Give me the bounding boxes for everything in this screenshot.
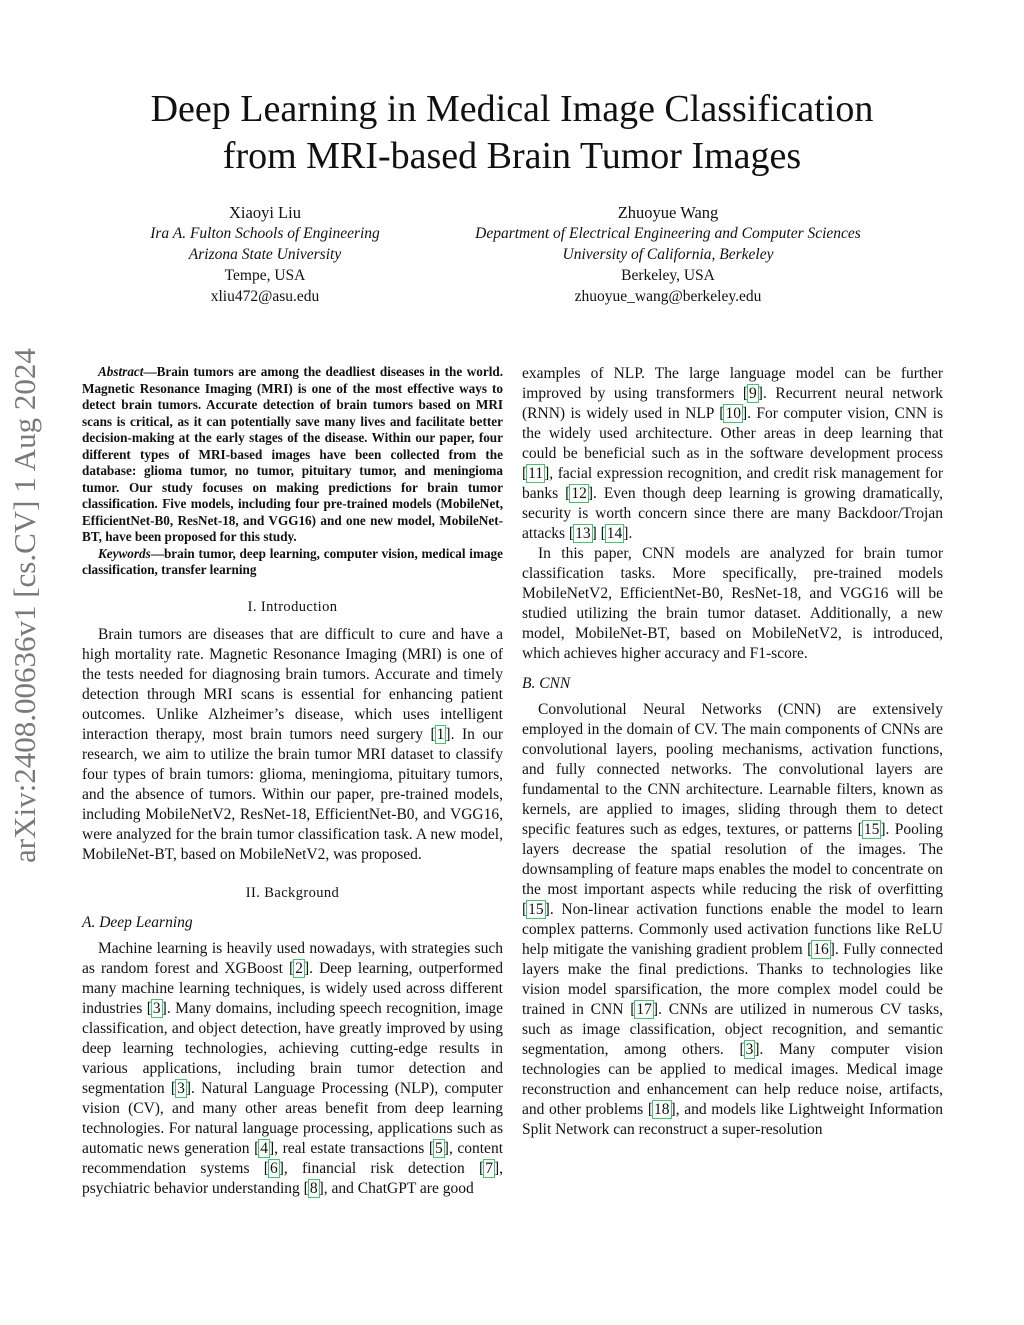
text: . Many computer vision technologies can be applied to medical images. Medical image reconstruction and enhancement can help reduce noise, artifacts, and other problems <box>522 1041 943 1118</box>
citation-link[interactable]: 3 <box>152 999 161 1017</box>
citation-link[interactable]: 13 <box>575 525 591 542</box>
citation-link[interactable]: 10 <box>725 405 741 422</box>
paper-focus-paragraph: In this paper, CNN models are analyzed for brain tumor classification tasks. More specifically, pre-trained models MobileNetV2, EfficientNet-B0, ResNet-18, and VGG16 will be studied utilizing the brain tumor dataset. Additionally, a new model, MobileNet-BT, based on MobileNetV2, is introduced, which achieves higher accuracy and F1-score. <box>522 545 943 662</box>
keywords-label: Keywords <box>98 545 151 561</box>
citation-link[interactable]: 3 <box>177 1079 185 1097</box>
citation-link[interactable]: 5 <box>435 1139 443 1157</box>
cnn-paragraph: Convolutional Neural Networks (CNN) are extensively employed in the domain of CV. The main components of CNNs are convolutional layers, pooling mechanisms, activation functions, and fully connected networks. The convolutional layers are fundamental to the CNN architecture. Learnable filters, known as kernels, are applied to images, sliding through them to detect specific features such as edges, textures, or patterns [15]. Pooling layers decrease the spatial resolution of the images. The downsampling of feature maps enables the model to concentrate on the most important aspects while reducing the risk of overfitting [15]. Non-linear activation functions enable the model to learn complex patterns. Commonly used activation functions like ReLU help mitigate the vanishing gradient problem [16]. Fully connected layers make the final predictions. Thanks to technologies like vision model sparsification, the more complex model could be trained in CNN [17]. CNNs are utilized in numerous CV tasks, such as image classification, object recognition, and semantic segmentation, among others. [3]. Many computer vision technologies can be applied to medical images. Medical image reconstruction and enhancement can help reduce noise, artifacts, and other problems [18], and models like Lightweight Information Split Network can reconstruct a super-resolution <box>522 701 944 1138</box>
deep-learning-paragraph: Machine learning is heavily used nowadays, with strategies such as random forest and XGBoost [2]. Deep learning, outperformed many machine learning techniques, is widely used across different industries [3]. Many domains, including speech recognition, image classification, and object detection, have greatly improved by using deep learning technologies, achieving cutting-edge results in various applications, including brain tumor detection and segmentation [3]. Natural Language Processing (NLP), computer vision (CV), and many other areas benefit from deep learning technologies. For natural language processing, applications such as automatic news generation [4], real estate transactions [5], content recommendation systems [6], financial risk detection [7], psychiatric behavior understanding [8], and ChatGPT are good <box>82 939 504 1197</box>
author-block-2 <box>430 202 906 307</box>
citation-link[interactable]: 2 <box>295 959 303 977</box>
author-email: zhuoyue_wang@berkeley.edu <box>574 288 762 305</box>
text: . Fully connected layers make the final predictions. Thanks to technologies like vision model sparsification, the more complex model could be trained in CNN <box>522 941 943 1018</box>
author-location: Tempe, USA <box>224 267 306 284</box>
citation-link[interactable]: 17 <box>636 1001 652 1018</box>
abstract-label: Abstract <box>98 364 144 379</box>
text: . Non-linear activation functions enable the model to learn complex patterns. Commonly used activation functions like ReLU help mitigate the vanishing gradient problem <box>522 901 943 958</box>
author-name: Xiaoyi Liu <box>229 203 301 222</box>
citation-link[interactable]: 6 <box>269 1159 278 1177</box>
text: . <box>628 525 633 542</box>
text: examples of NLP. The large language model can be further improved by using transformers <box>522 365 943 402</box>
text: . Many domains, including speech recognition, image classification, and object detection, have greatly improved by using deep learning technologies, achieving cutting-edge results in various applications, including brain tumor detection and segmentation <box>82 999 503 1097</box>
author-university: University of California, Berkeley <box>562 246 774 263</box>
text: . CNNs are utilized in numerous CV tasks, such as image classification, object recognition, and semantic segmentation, among others. <box>522 1001 943 1058</box>
text: . Pooling layers decrease the spatial resolution of the images. The downsampling of feature maps enables the model to concentrate on the most important aspects while reducing the risk of overfitting <box>522 821 944 898</box>
text: , facial expression recognition, and credit risk management for banks <box>522 465 943 502</box>
text: , and ChatGPT are good <box>323 1179 474 1197</box>
text: , real estate transactions <box>274 1139 429 1157</box>
section-heading-introduction: I. Introduction <box>247 598 338 615</box>
text: , and models like Lightweight Information Split Network can reconstruct a super-resolution <box>522 1101 943 1138</box>
author-location: Berkeley, USA <box>621 267 715 284</box>
author-email: xliu472@asu.edu <box>210 288 320 305</box>
text: . Recurrent neural network (RNN) is widely used in NLP <box>522 385 943 422</box>
citation-link[interactable]: 16 <box>813 941 829 958</box>
author-university: Arizona State University <box>188 246 342 263</box>
text: Machine learning is heavily used nowadays, with strategies such as random forest and XGBoost <box>82 939 503 977</box>
intro-paragraph: Brain tumors are diseases that are difficult to cure and have a high mortality rate. Magnetic Resonance Imaging (MRI) is one of the tests needed for diagnosing brain tumors. Accurate and timely detection through MRI scans is essential for enhancing patient outcomes. Unlike Alzheimer’s disease, which uses intelligent interaction therapy, most brain tumors need surgery [1]. In our research, we aim to utilize the brain tumor MRI dataset to classify four types of brain tumors: glioma, meningioma, pituitary tumors, and the absence of tumors. Within our paper, pre-trained models, including MobileNetV2, ResNet-18, EfficientNet-B0, and VGG16, were analyzed for the brain tumor classification task. A new model, MobileNet-BT, based on MobileNetV2, was proposed. <box>82 625 504 863</box>
author-affiliation: Ira A. Fulton Schools of Engineering <box>150 225 380 242</box>
keywords-text: —brain tumor, deep learning, computer vision, medical image classification, transfer learning <box>82 545 503 577</box>
citation-link[interactable]: 15 <box>528 901 544 918</box>
text: , psychiatric behavior understanding <box>82 1159 504 1197</box>
text: . Natural Language Processing (NLP), computer vision (CV), and many other areas benefit from deep learning technologies. For natural language processing, applications such as automatic news generation <box>82 1079 503 1157</box>
text: . Deep learning, outperformed many machine learning techniques, is widely used across different industries <box>82 959 504 1017</box>
citation-link[interactable]: 11 <box>528 465 544 482</box>
text: . For computer vision, CNN is the widely used architecture. Other areas in deep learning that could be beneficial such as in the software development process <box>522 405 944 462</box>
text: , content recommendation systems <box>82 1139 503 1177</box>
title-line-1: Deep Learning in Medical Image Classification <box>150 88 874 130</box>
author-affiliation: Department of Electrical Engineering and Computer Sciences <box>475 225 861 242</box>
citation-link[interactable]: 15 <box>863 821 880 838</box>
citation-link[interactable]: 12 <box>571 485 587 502</box>
author-block-1 <box>100 202 430 307</box>
section-heading-background: II. Background <box>245 884 340 901</box>
abstract <box>82 364 503 546</box>
paper-title <box>80 86 944 180</box>
citation-link[interactable]: 8 <box>309 1179 318 1197</box>
text: . Even though deep learning is growing dramatically, security is worth concern since there are many Backdoor/Trojan attacks <box>522 485 943 542</box>
subsection-heading-cnn: B. CNN <box>522 675 571 692</box>
keywords <box>82 546 503 579</box>
citation-link[interactable]: 3 <box>745 1041 754 1058</box>
text: Convolutional Neural Networks (CNN) are extensively employed in the domain of CV. The main components of CNNs are convolutional layers, pooling mechanisms, activation functions, and fully connected networks. The convolutional layers are fundamental to the CNN architecture. Learnable filters, known as kernels, are applied to images, sliding through them to detect specific features such as edges, textures, or patterns <box>522 701 943 838</box>
citation-link[interactable]: 7 <box>485 1159 493 1177</box>
text: . In our research, we aim to utilize the brain tumor MRI dataset to classify four types of brain tumors: glioma, meningioma, pituitary tumors, and the absence of tumors. Within our paper, pre-trained models, including MobileNetV2, ResNet-18, EfficientNet-B0, and VGG16, were analyzed for the brain tumor classification task. A new model, MobileNet-BT, based on MobileNetV2, was proposed. <box>82 725 504 863</box>
citation-link[interactable]: 9 <box>749 385 757 402</box>
text: , financial risk detection <box>283 1159 480 1177</box>
arxiv-identifier: arXiv:2408.00636v1 [cs.CV] 1 Aug 2024 <box>7 348 42 863</box>
left-column <box>82 364 503 1199</box>
citation-link[interactable]: 14 <box>606 525 623 542</box>
citation-link[interactable]: 18 <box>654 1101 670 1118</box>
title-line-2: from MRI-based Brain Tumor Images <box>222 135 802 177</box>
subsection-heading-deep-learning: A. Deep Learning <box>82 913 193 931</box>
citation-link[interactable]: 1 <box>436 725 445 743</box>
deep-learning-paragraph-continued: examples of NLP. The large language model can be further improved by using transformers [9]. Recurrent neural network (RNN) is widely used in NLP [10]. For computer vision, CNN is the widely used architecture. Other areas in deep learning that could be beneficial such as in the software development process [11], facial expression recognition, and credit risk management for banks [12]. Even though deep learning is growing dramatically, security is worth concern since there are many Backdoor/Trojan attacks [13] [14]. <box>522 365 944 542</box>
text: Brain tumors are diseases that are difficult to cure and have a high mortality rate. Magnetic Resonance Imaging (MRI) is one of the tests needed for diagnosing brain tumors. Accurate and timely detection through MRI scans is essential for enhancing patient outcomes. Unlike Alzheimer’s disease, which uses intelligent interaction therapy, most brain tumors need surgery <box>82 625 503 743</box>
right-column <box>522 364 943 1140</box>
author-name: Zhuoyue Wang <box>617 203 719 222</box>
citation-link[interactable]: 4 <box>260 1139 268 1157</box>
abstract-text: —Brain tumors are among the deadliest diseases in the world. Magnetic Resonance Imaging (MRI) is one of the most effective ways to detect brain tumors. Accurate detection of brain tumors based on MRI scans is critical, as it can potentially save many lives and facilitate better decision-making at the early stages of the disease. Within our paper, four different types of MRI-based images have been collected from the database: glioma tumor, no tumor, pituitary tumor, and meningioma tumor. Our study focuses on making predictions for brain tumor classification. Five models, including four pre-trained models (MobileNet, EfficientNet-B0, ResNet-18, and VGG16) and one new model, MobileNet-BT, have been proposed for this study. <box>82 364 503 544</box>
